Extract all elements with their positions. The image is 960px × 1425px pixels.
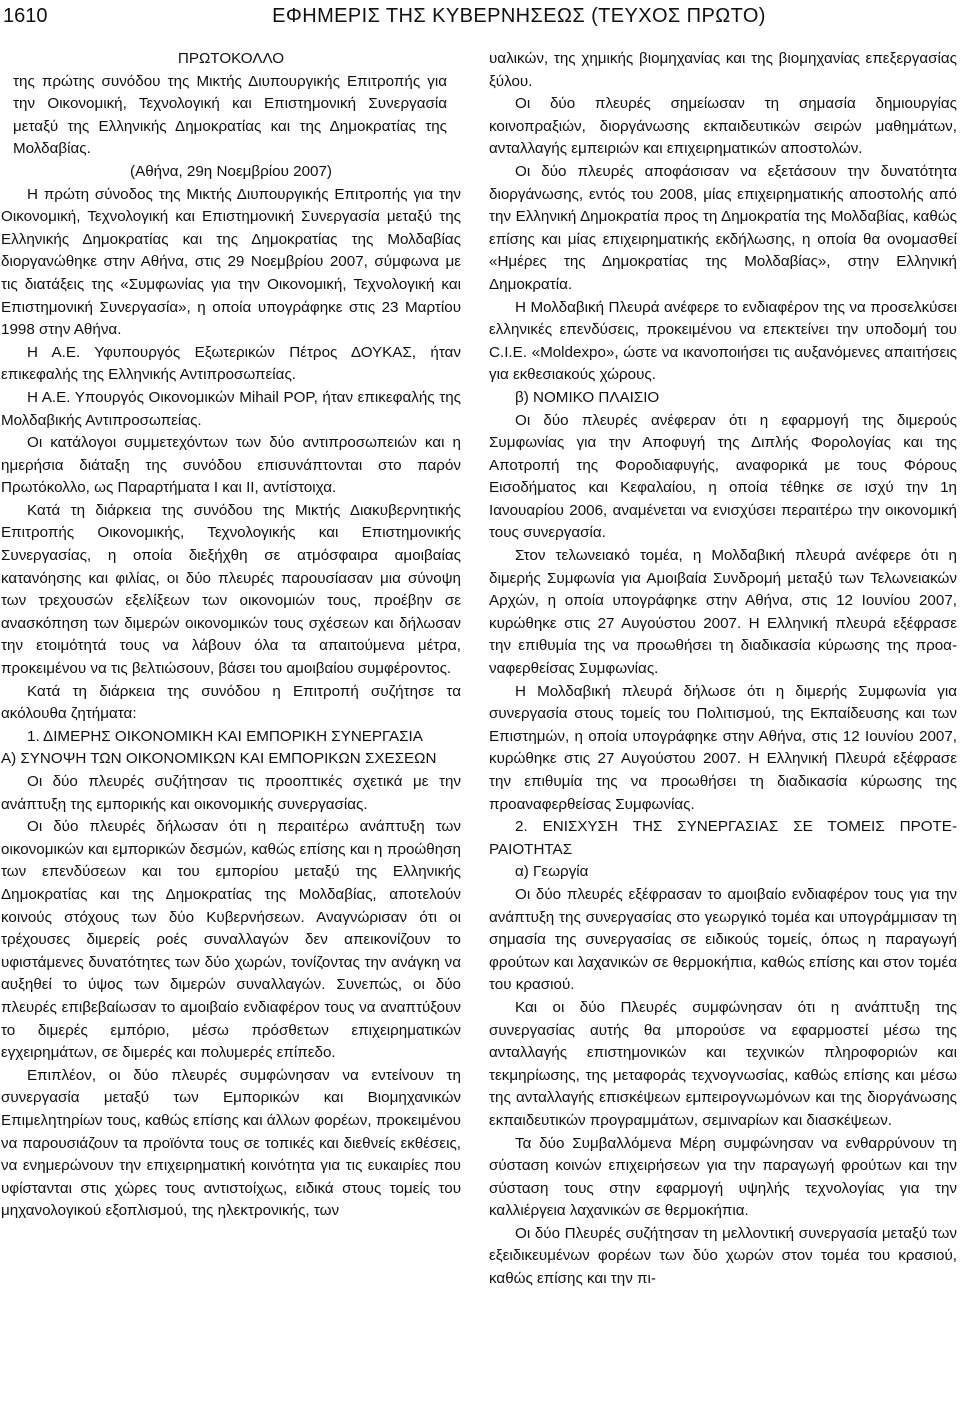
right-paragraph: Οι δύο πλευρές αποφάσισαν να εξετάσουν την δυνατότητα διοργάνωσης, εντός του 2008, μίας επιχειρηματικής αποστολής από την Ελληνική Δημοκρατία προς τη Δημοκρατία της Μολδαβίας, καθώς επίσης και μίας επιχειρηματικής εκδήλωσης, η οποία θα ονομασθεί «Ημέρες της Δημοκρατίας της Μολδαβίας», στην Ελληνική Δημοκρατία. xyxy=(489,162,957,293)
subsection-heading-b: β) ΝΟΜΙΚΟ ΠΛΑΙΣΙΟ xyxy=(515,388,660,406)
right-paragraph: Οι δύο πλευρές σημείωσαν τη σημασία δημιουργίας κοινοπραξιών, διοργάνωσης εκπαιδευτικών σειρών μαθημάτων, ανταλλαγής εμπειριών και επιχειρηματικών αποστολών. xyxy=(489,95,957,158)
right-paragraph: Οι δύο Πλευρές συζήτησαν τη μελλοντική συνεργασία μεταξύ των εξειδικευμένων φορέων των δύο χωρών στον τομέα του κρασιού, καθώς επίσης και την πι- xyxy=(489,1224,957,1288)
section-heading-a: Α) ΣΥΝΟΨΗ ΤΩΝ ΟΙΚΟΝΟΜΙΚΩΝ ΚΑΙ ΕΜΠΟΡΙΚΩΝ ΣΧΕΣΕΩΝ xyxy=(1,750,437,768)
page-number: 1610 xyxy=(3,5,48,27)
publication-title: ΕΦΗΜΕΡΙΣ ΤΗΣ ΚΥΒΕΡΝΗΣΕΩΣ (ΤΕΥΧΟΣ ΠΡΩΤΟ) xyxy=(272,5,766,27)
protocol-heading: ΠΡΩΤΟΚΟΛΛΟ xyxy=(177,50,285,67)
page-header xyxy=(3,2,957,32)
right-paragraph: Οι δύο πλευρές εξέφρασαν το αμοιβαίο ενδιαφέρον τους για την ανάπτυξη της συνεργασίας στο γεωργικό τομέα και υπογράμμισαν τη σημασία της συνεργασίας σε ειδικούς τομείς, όπως η παραγωγή φρούτων και λαχανικών σε θερμοκήπια, καθώς επίσης και στον τομέα του κρασιού. xyxy=(489,885,957,994)
left-paragraph: Η πρώτη σύνοδος της Μικτής Διυπουργικής Επιτροπής για την Οικονομική, Τεχνολογική και Επιστημονική Συνεργασία μεταξύ της Ελληνικής Δημοκρατίας και της Δημοκρατίας της Μολδαβίας διοργανώθηκε στην Αθήνα, στις 29 Νοεμβρίου 2007, σύμφωνα με τις διατάξεις της «Συμφωνίας για την Οικονομική, Τεχνολογική και Επιστημονική Συνεργασία», η οποία υπογράφηκε στις 23 Μαρτίου 1998 στην Αθήνα. xyxy=(1,185,461,339)
section-heading-1: 1. ΔΙΜΕΡΗΣ ΟΙΚΟΝΟΜΙΚΗ ΚΑΙ ΕΜΠΟΡΙΚΗ ΣΥΝΕΡΓΑΣΙΑ xyxy=(27,727,423,745)
left-paragraph: Η Α.Ε. Υφυπουργός Εξωτερικών Πέτρος ΔΟΥΚΑΣ, ήταν επικεφαλής της Ελληνικής Αντιπροσωπείας. xyxy=(1,343,461,384)
right-paragraph: Οι δύο πλευρές ανέφεραν ότι η εφαρμογή της διμερούς Συμφωνίας για την Αποφυγή της Διπλής Φορολογίας και της Αποτροπή της Φοροδιαφυγής, αναφορικά με τους Φόρους Εισοδήματος και Κεφαλαίου, η οποία τέθηκε σε ισχύ την 1η Ιανουαρίου 2006, αναμένεται να ενισχύσει περαιτέρω την οικονομική τους συνεργασία. xyxy=(489,411,957,542)
left-paragraph: Κατά τη διάρκεια της συνόδου η Επιτροπή συζήτησε τα ακόλουθα ζητήματα: xyxy=(1,682,461,723)
right-column xyxy=(489,48,957,1291)
section-heading-2: 2. ΕΝΙΣΧΥΣΗ ΤΗΣ ΣΥΝΕΡΓΑΣΙΑΣ ΣΕ ΤΟΜΕΙΣ ΠΡΟΤΕΡΑΙΟΤΗΤΑΣ xyxy=(489,818,957,858)
right-paragraph: Τα δύο Συμβαλλόμενα Μέρη συμφώνησαν να ενθαρρύνουν τη σύσταση κοινών επιχειρήσεων για την παραγωγή φρούτων και την σύσταση τους στην εφαρμογή υψηλής τεχνολογίας για την καλλιέργεια λαχανικών σε θερμοκήπια. xyxy=(489,1134,957,1220)
left-paragraph: Οι δύο πλευρές δήλωσαν ότι η περαιτέρω ανάπτυξη των οικονομικών και εμπορικών δεσμών, καθώς επίσης και η προώθηση των επενδύσεων και του εμπορίου μεταξύ της Ελληνικής Δημοκρατίας και της Δημοκρατίας της Μολδαβίας, αποτελούν κοινούς στόχους των δύο Κυβερνήσεων. Αναγνώρισαν ότι οι τρέχουσες διμερείς ροές συναλλαγών δεν απεικονίζουν το υφιστάμενες δυνατότητες των δύο χωρών, τονίζοντας την ανάγκη να αυξηθεί το ύψος των διμερών συναλλαγών. Συνεπώς, οι δύο πλευρές επιβεβαίωσαν το αμοιβαίο ενδιαφέρον τους να αναπτύξουν το διμερές εμπόριο, μέσω πρόσθετων επιχειρηματικών εγχειρημάτων, σε διμερές και πολυμερές επίπεδο. xyxy=(1,818,461,1062)
left-paragraph: Επιπλέον, οι δύο πλευρές συμφώνησαν να εντείνουν τη συνεργασία μεταξύ των Εμπορικών και Βιομηχανικών Επιμελητηρίων τους, καθώς επίσης και άλλων φορέων, προκειμένου να παρουσιάζουν τα προϊόντα τους σε τοπικές και διεθνείς εκθέσεις, να ενημερώνουν την επιχειρηματική κοινότητα για τις ευκαιρίες που υφίστανται στις χώρες τους αντιστοίχως, ειδικά στους τομείς του μηχανολογικού εξοπλισμού, της ηλεκτρονικής, των xyxy=(1,1066,461,1220)
right-paragraph: υαλικών, της χημικής βιομηχανίας και της βιομηχανίας επεξεργασίας ξύλου. xyxy=(489,50,957,90)
right-paragraph: Η Μολδαβική Πλευρά ανέφερε το ενδιαφέρον της να προσελκύσει ελληνικές επενδύσεις, προκειμένου να επεκτείνει την υποδομή του C.I.E. «Moldexpo», ώστε να ικανοποιήσει τις αυξανόμενες απαιτήσεις για εκθεσιακούς χώρους. xyxy=(489,298,957,384)
right-paragraph: Και οι δύο Πλευρές συμφώνησαν ότι η ανάπτυξη της συνεργασίας αυτής θα μπορούσε να εφαρμοστεί μέσω της ανταλλαγής επιστημονικών και τεχνικών πληροφοριών και τεκμηρίωσης, της μεταφοράς τεχνογνωσίας, καθώς επίσης και μέσω της ανταλλαγής επισκέψεων εμπειρογνωμόνων και της διοργάνωσης εκπαιδευτικών προγραμμάτων, σεμιναρίων και διασκέψεων. xyxy=(489,998,957,1129)
left-paragraph: Κατά τη διάρκεια της συνόδου της Μικτής Διακυβερνητικής Επιτροπής Οικονομικής, Τεχνολογικής και Επιστημονικής Συνεργασίας, η οποία διεξήχθη σε ατμόσφαιρα αμοιβαίας κατανόησης και φιλίας, οι δύο πλευρές παρουσίασαν μια σύνοψη των τρεχουσών εξελίξεων των οικονομιών τους, προέβην σε ανασκόπηση των διμερών οικονομικών τους σχέσεων και δήλωσαν την ετοιμότητά τους να λάβουν όλα τα απαιτούμενα μέτρα, προκειμένου να τις βελτιώσουν, βάσει του αμοιβαίου συμφέροντος. xyxy=(1,501,461,678)
left-paragraph: Η Α.Ε. Υπουργός Οικονομικών Mihail POP, ήταν επικεφαλής της Μολδαβικής Αντιπροσωπείας. xyxy=(1,388,461,429)
subsection-heading-a: α) Γεωργία xyxy=(515,863,589,881)
left-paragraph: Οι κατάλογοι συμμετεχόντων των δύο αντιπροσωπειών και η ημερήσια διάταξη της συνόδου επισυνάπτονται στο παρόν Πρωτόκολλο, ως Παραρτήματα Ι και ΙΙ, αντίστοιχα. xyxy=(1,434,461,497)
protocol-date: (Αθήνα, 29η Νοεμβρίου 2007) xyxy=(130,162,332,180)
protocol-subtitle: της πρώτης συνόδου της Μικτής Διυπουργικής Επιτροπής για την Οικονομική, Τεχνολογική και Επιστημονική Συνεργασία μεταξύ της Ελληνικής Δημοκρατίας και της Δημοκρατίας της Μολδαβίας. xyxy=(13,72,447,158)
right-paragraph: Η Μολδαβική πλευρά δήλωσε ότι η διμερής Συμφωνία για συνεργασία στους τομείς του Πολιτισμού, της Εκπαίδευσης και των Επιστημών, η οποία υπογράφηκε στην Αθήνα, στις 12 Ιουνίου 2007, κυρώθηκε στις 27 Αυγούστου 2007. Η Ελληνική Πλευρά εξέφρασε την επιθυμία της να προωθήσει τη διαδικασία κύρωσης της προαναφερθείσας Συμφωνίας. xyxy=(489,682,957,813)
left-column xyxy=(1,48,461,1223)
left-paragraph: Οι δύο πλευρές συζήτησαν τις προοπτικές σχετικά με την ανάπτυξη της εμπορικής και οικονομικής συνεργασίας. xyxy=(1,773,461,813)
right-paragraph: Στον τελωνειακό τομέα, η Μολδαβική πλευρά ανέφερε ότι η διμερής Συμφωνία για Αμοιβαία Συνδρομή μεταξύ των Τελωνειακών Αρχών, η οποία υπογράφηκε στην Αθήνα, στις 12 Ιουνίου 2007, κυρώθηκε στις 27 Αυγούστου 2007. Η Ελληνική πλευρά εξέφρασε την επιθυμία της να προωθήσει τη διαδικασία κύρωσης της προαναφερθείσας Συμφωνίας. xyxy=(489,547,957,678)
